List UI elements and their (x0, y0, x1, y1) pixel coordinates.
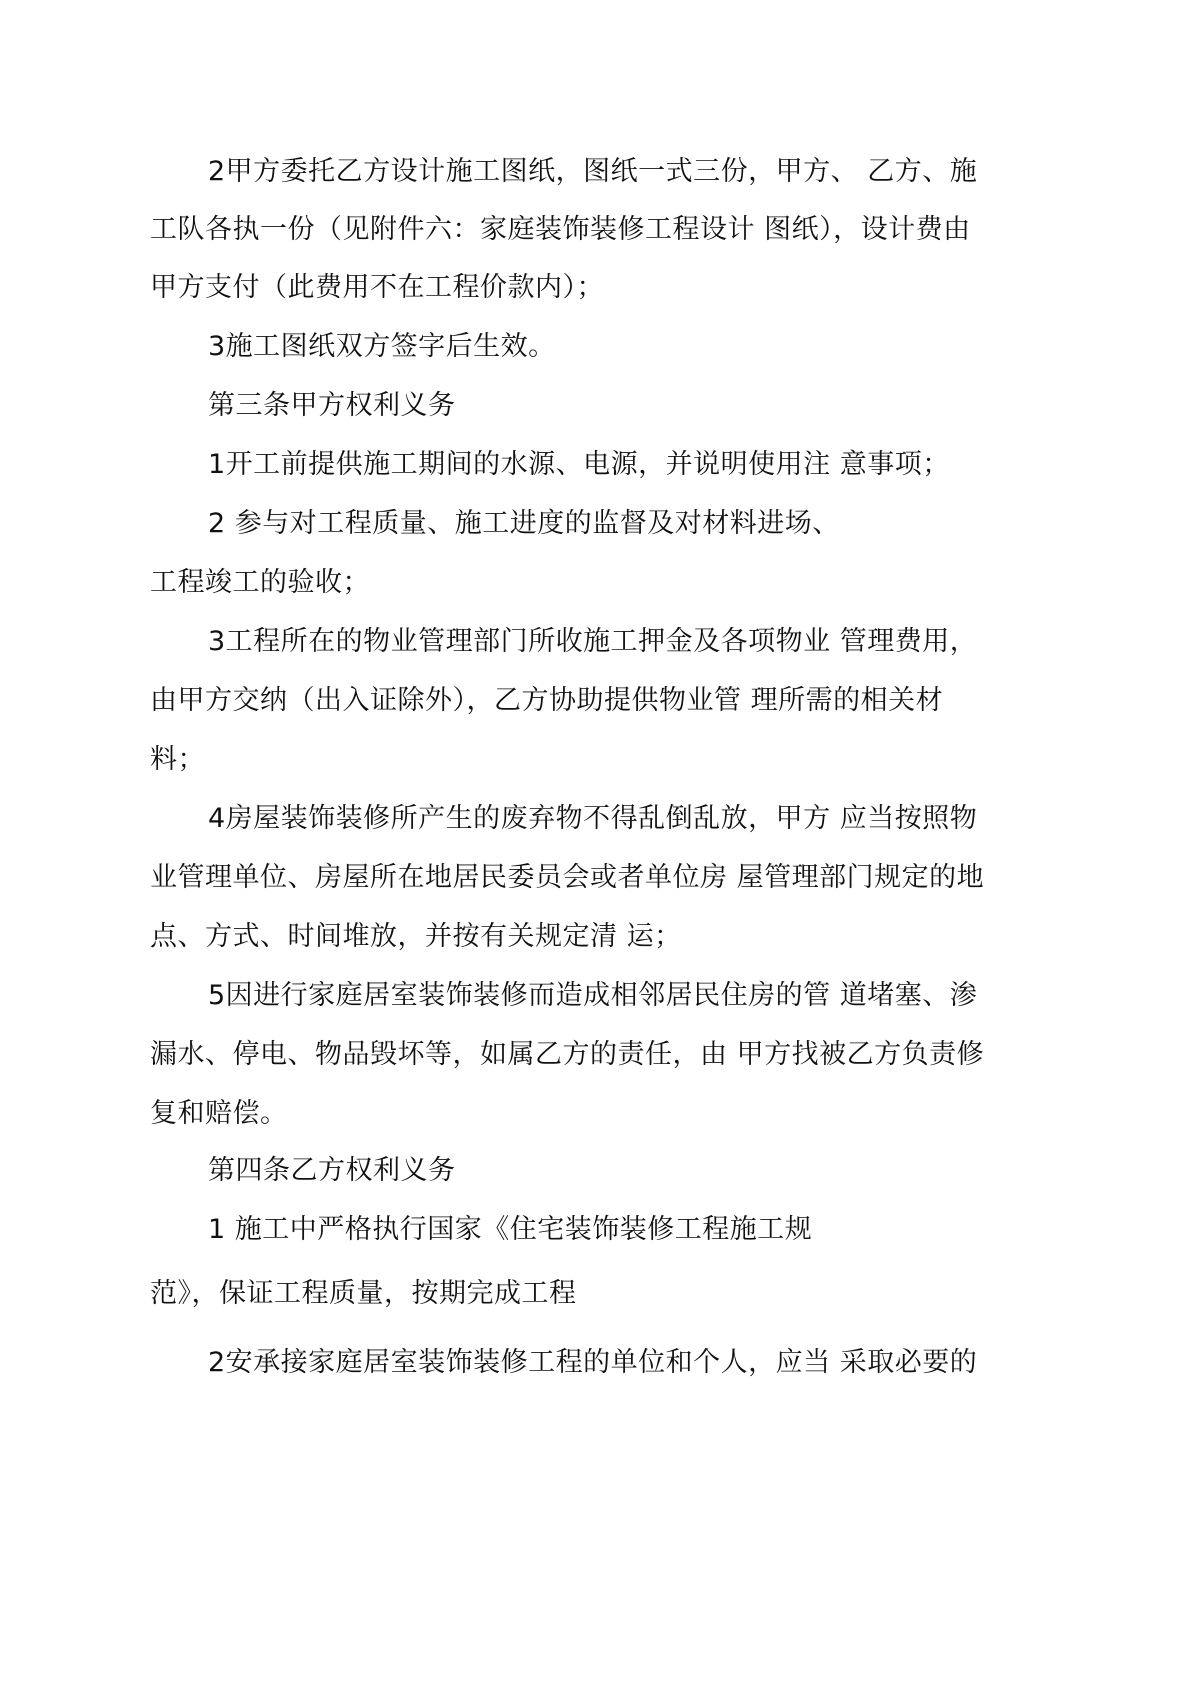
text-line: 2安承接家庭居室装饰装修工程的单位和个人，应当 采取必要的 (208, 1347, 978, 1378)
text-line: 3施工图纸双方签字后生效。 (208, 331, 556, 362)
text-line: 1 施工中严格执行国家《住宅装饰装修工程施工规 (208, 1214, 813, 1245)
section-heading: 第三条甲方权利义务 (208, 390, 456, 421)
text-line: 4房屋装饰装修所产生的废弃物不得乱倒乱放，甲方 应当按照物 (208, 803, 978, 834)
text-line: 5因进行家庭居室装饰装修而造成相邻居民住房的管 道堵塞、渗 (208, 980, 978, 1011)
text-line: 漏水、停电、物品毁坏等，如属乙方的责任，由 甲方找被乙方负责修 (150, 1039, 985, 1070)
text-line: 由甲方交纳（出入证除外），乙方协助提供物业管 理所需的相关材 (150, 685, 944, 716)
text-line: 1开工前提供施工期间的水源、电源，并说明使用注 意事项； (208, 449, 950, 480)
text-line: 料； (150, 744, 205, 775)
text-line: 业管理单位、房屋所在地居民委员会或者单位房 屋管理部门规定的地 (150, 862, 985, 893)
text-line: 工队各执一份（见附件六：家庭装饰装修工程设计 图纸），设计费由 (150, 214, 971, 245)
text-line: 2甲方委托乙方设计施工图纸，图纸一式三份，甲方、 乙方、施 (208, 156, 978, 187)
text-line: 复和赔偿。 (150, 1098, 288, 1129)
text-line: 工程竣工的验收； (150, 567, 370, 598)
section-heading: 第四条乙方权利义务 (208, 1155, 456, 1186)
text-line: 点、方式、时间堆放，并按有关规定清 运； (150, 921, 682, 952)
text-line: 2 参与对工程质量、施工进度的监督及对材料进场、 (208, 508, 840, 539)
text-line: 3工程所在的物业管理部门所收施工押金及各项物业 管理费用， (208, 626, 978, 657)
text-line: 范》，保证工程质量，按期完成工程 (150, 1278, 577, 1309)
text-line: 甲方支付（此费用不在工程价款内）； (150, 272, 604, 303)
